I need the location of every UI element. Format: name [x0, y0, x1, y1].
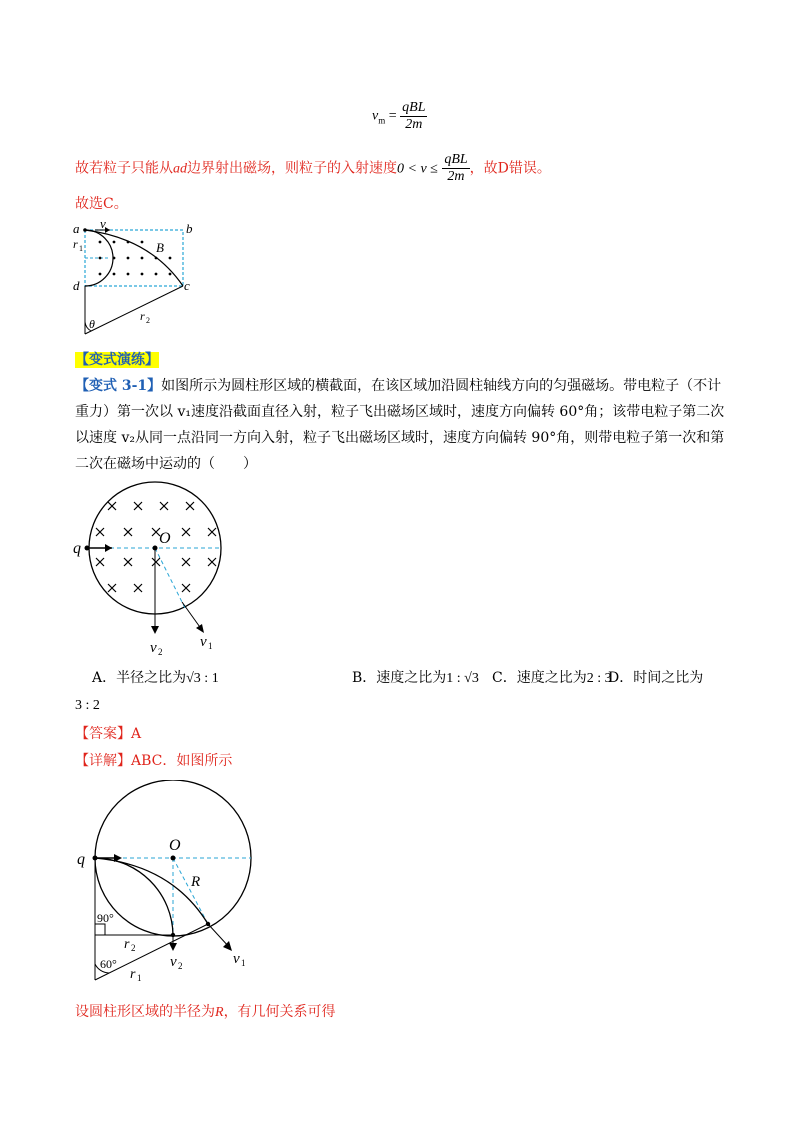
q-point — [85, 546, 90, 551]
deflect-line — [155, 548, 185, 608]
figure-circle-field — [70, 480, 240, 658]
label-O: O — [169, 837, 181, 854]
label-a: a — [73, 221, 80, 236]
label-v2: v — [170, 954, 177, 970]
option-A-math: √3 : 1 — [186, 671, 219, 686]
label-r2: r — [140, 309, 145, 323]
section-header-text: 【变式演练】 — [75, 352, 159, 368]
option-A — [92, 668, 219, 689]
option-D — [608, 668, 703, 688]
label-r1: r — [73, 237, 78, 251]
label-v2: v — [150, 640, 157, 656]
right-angle-mark — [95, 924, 105, 935]
detail-label: 【详解】 — [75, 753, 131, 769]
center-point — [171, 856, 176, 861]
label-v2-sub: 2 — [158, 647, 163, 657]
label-r1: r — [130, 967, 136, 982]
formula-vm — [372, 100, 427, 133]
conclusion-line-2: 故选C。 — [75, 196, 128, 212]
option-A-label: A．半径之比为 — [92, 670, 187, 686]
label-d: d — [73, 278, 80, 293]
figure-solution — [72, 780, 272, 992]
label-90: 90° — [97, 911, 114, 925]
formula-fraction — [400, 100, 427, 133]
option-B — [352, 668, 479, 689]
option-B-math: 1 : √3 — [446, 671, 479, 686]
v1-line — [182, 602, 202, 630]
problem-line-3: 以速度 v₂从同一点沿同一方向入射，粒子飞出磁场区域时，速度方向偏转 90°角，则带电粒子第一次和第 — [75, 430, 725, 446]
line1-num: qBL — [444, 152, 468, 167]
figure-rectangle-field — [70, 218, 200, 336]
q-arrowhead — [105, 544, 112, 552]
label-r2-sub: 2 — [131, 943, 136, 953]
option-C-math: 2 : 3 — [586, 671, 612, 686]
exit-point-2 — [171, 933, 175, 937]
v1-arrowhead — [196, 624, 204, 633]
label-r2-sub: 2 — [146, 316, 150, 325]
label-60: 60° — [100, 957, 117, 971]
problem-line-4: 二次在磁场中运动的（ ） — [75, 456, 257, 472]
formula-lhs-sub: m — [378, 115, 386, 126]
q-point — [93, 856, 98, 861]
r2-slant — [85, 286, 183, 334]
line1-mid: 边界射出磁场，则粒子的入射速度 — [187, 160, 397, 177]
answer-value: A — [131, 726, 142, 742]
option-C-label: C．速度之比为 — [492, 670, 587, 686]
label-b: b — [186, 221, 193, 236]
formula-num: qBL — [402, 100, 426, 115]
line1-inequality: 0 < v ≤ — [397, 161, 438, 177]
detail-line — [75, 751, 232, 771]
label-B: B — [156, 240, 164, 255]
option-D-value: 3 : 2 — [75, 698, 100, 713]
label-r1-sub: 1 — [79, 244, 83, 253]
problem-line-2: 重力）第一次以 v₁速度沿截面直径入射，粒子飞出磁场区域时，速度方向偏转 60°角；该带电粒子第二次 — [75, 404, 725, 420]
formula-lhs: v — [372, 108, 379, 124]
final-line — [75, 1002, 336, 1023]
label-v1-sub: 1 — [208, 641, 213, 651]
answer-line — [75, 724, 141, 744]
conclusion-line-1 — [75, 152, 551, 185]
line1-ad: ad — [173, 161, 187, 177]
label-r2: r — [124, 937, 130, 952]
line1-pre: 故若粒子只能从 — [75, 160, 173, 177]
line1-fraction — [442, 152, 469, 185]
line1-den: 2m — [447, 169, 465, 184]
label-v1: v — [233, 951, 240, 967]
v2-arrowhead — [151, 626, 159, 634]
answer-label: 【答案】 — [75, 726, 131, 742]
problem-text-1: 如图所示为圆柱形区域的横截面，在该区域加沿圆柱轴线方向的匀强磁场。带电粒子（不计 — [161, 378, 722, 394]
label-O: O — [159, 530, 171, 547]
problem-tag: 【变式 3-1】 — [75, 378, 162, 394]
detail-value: ABC．如图所示 — [131, 753, 233, 769]
v2-arrowhead — [169, 943, 177, 951]
final-line-post: ，有几何关系可得 — [223, 1004, 336, 1020]
label-v1-sub: 1 — [241, 958, 246, 968]
radius-R-line — [173, 858, 208, 924]
option-D-label: D．时间之比为 — [608, 670, 704, 686]
exit-point-1 — [206, 922, 210, 926]
label-q: q — [73, 540, 81, 557]
option-C — [492, 668, 612, 689]
label-v: v — [100, 218, 106, 231]
formula-eq: = — [388, 108, 397, 124]
label-q: q — [77, 851, 85, 868]
formula-den: 2m — [405, 117, 423, 132]
section-header — [75, 350, 159, 370]
final-line-R: R — [215, 1005, 224, 1020]
label-c: c — [184, 278, 190, 293]
problem-line-1 — [75, 376, 721, 396]
label-theta: θ — [89, 317, 95, 331]
option-B-label: B．速度之比为 — [352, 670, 447, 686]
label-r1-sub: 1 — [137, 973, 142, 983]
final-line-pre: 设圆柱形区域的半径为 — [75, 1004, 215, 1020]
label-v1: v — [200, 634, 207, 650]
label-v2-sub: 2 — [178, 961, 183, 971]
label-R: R — [191, 874, 201, 890]
line1-post: ，故D错误。 — [469, 160, 551, 177]
